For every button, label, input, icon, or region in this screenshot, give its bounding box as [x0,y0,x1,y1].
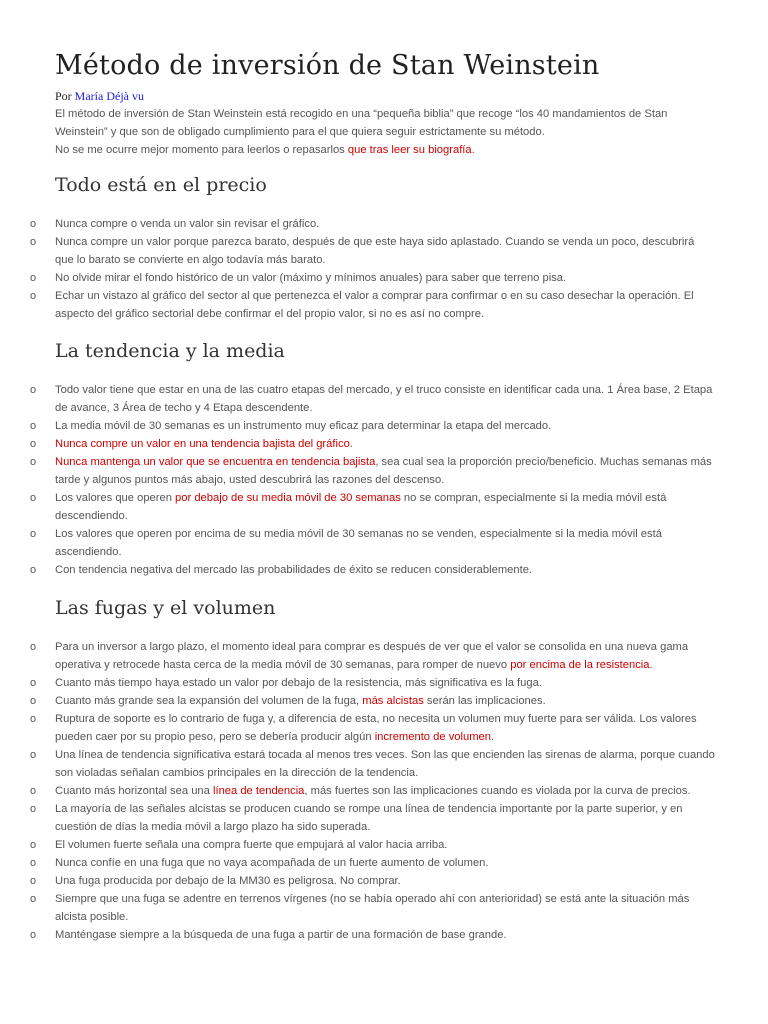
bullet-icon: o [30,749,37,761]
intro-paragraph-2-text: No se me ocurre mejor momento para leerlos o repasarlos [55,144,348,156]
bullet-icon: o [30,785,37,797]
bullet-icon: o [30,290,37,302]
author-link[interactable]: María Déjà vu [74,89,144,103]
list-item-text: El volumen fuerte señala una compra fuerte que empujará al valor hacia arriba. [55,839,448,851]
list-item [0,836,715,854]
list-item [0,287,715,323]
list-item-text: Cuanto más tiempo haya estado un valor por debajo de la resistencia, más significativa es la fuga. [55,677,542,689]
list-item-text: Con tendencia negativa del mercado las probabilidades de éxito se reducen considerablemente. [55,564,533,576]
list-item-text: no se compran, especialmente si la media móvil está descendiendo. [55,492,667,522]
bullet-icon: o [30,438,37,450]
bullet-icon: o [30,803,37,815]
list-item-text: No olvide mirar el fondo histórico de un valor (máximo y mínimos anuales) para saber que terreno pisa. [55,272,567,284]
list-item [0,381,715,417]
list-item-text: Cuanto más grande sea la expansión del volumen de la fuga, [55,695,363,707]
bullet-icon: o [30,857,37,869]
list-item [0,215,715,233]
list-item-text: Una fuga producida por debajo de la MM30 es peligrosa. No comprar. [55,875,401,887]
inline-link[interactable]: por debajo de su media móvil de 30 semanas [175,492,401,504]
list-item [0,525,715,561]
list-item [0,782,715,800]
list-item-text: Una línea de tendencia significativa estará tocada al menos tres veces. Son las que encienden las sirenas de alarma, porque cuando son violadas señalan cambios principales en la dirección de la tendencia. [55,749,715,779]
list-item-text: . [490,731,495,743]
bullet-icon: o [30,839,37,851]
list-item-text: La media móvil de 30 semanas es un instrumento muy eficaz para determinar la etapa del mercado. [55,420,552,432]
list-item [0,800,715,836]
list-item-text: , más fuertes son las implicaciones cuando es violada por la curva de precios. [304,785,691,797]
list-item-text: Ruptura de soporte es lo contrario de fuga y, a diferencia de esta, no necesita un volumen muy fuerte para ser válida. Los valores pueden caer por su propio peso, pero se debería producir algún [55,713,697,743]
list-item-text: . [349,438,353,450]
section-list [0,638,768,944]
list-item-text: Para un inversor a largo plazo, el momento ideal para comprar es después de ver que el valor se consolida en una nueva gama operativa y retrocede hasta cerca de la media móvil de 30 semanas, para romper de nuevo [55,641,689,671]
list-item [0,233,715,269]
inline-link[interactable]: Nunca compre un valor en una tendencia bajista del gráfico [55,438,350,450]
list-item [0,674,715,692]
section-heading: Todo está en el precio [55,174,267,196]
bullet-icon: o [30,218,37,230]
list-item [0,710,715,746]
bullet-icon: o [30,564,37,576]
list-item [0,417,715,435]
bullet-icon: o [30,456,37,468]
intro [55,105,715,159]
inline-link[interactable]: incremento de volumen [374,731,491,743]
list-item [0,453,715,489]
bullet-icon: o [30,236,37,248]
inline-link[interactable]: por encima de la resistencia [510,659,650,671]
byline-prefix: Por [55,89,75,103]
bullet-icon: o [30,272,37,284]
list-item [0,435,715,453]
list-item-text: Siempre que una fuga se adentre en terrenos vírgenes (no se había operado ahí con anterioridad) se está ante la situación más alcista posible. [55,893,690,923]
list-item-text: Manténgase siempre a la búsqueda de una fuga a partir de una formación de base grande. [55,929,507,941]
list-item-text: serán las implicaciones. [423,695,546,707]
bullet-icon: o [30,893,37,905]
section-heading: Las fugas y el volumen [55,597,276,619]
list-item-text: Echar un vistazo al gráfico del sector al que pertenezca el valor a comprar para confirmar o en su caso desechar la operación. El aspecto del gráfico sectorial debe confirmar el del propio valor, si no es así no compre. [55,290,694,320]
bullet-icon: o [30,695,37,707]
list-item-text: La mayoría de las señales alcistas se producen cuando se rompe una línea de tendencia importante por la parte superior, y en cuestión de días la media móvil a largo plazo ha sido superada. [55,803,683,833]
biography-link[interactable]: que tras leer su biografía [347,144,472,156]
intro-paragraph-2-end: . [471,144,475,156]
intro-paragraph-1: El método de inversión de Stan Weinstein está recogido en una “pequeña biblia” que recoge “los 40 mandamientos de Stan Weinstein” y que son de obligado cumplimiento para el que quiera seguir estrictamente su método. [55,108,668,138]
bullet-icon: o [30,929,37,941]
list-item [0,746,715,782]
intro-paragraph-2 [55,141,715,159]
bullet-icon: o [30,641,37,653]
section-list [0,215,768,323]
section-list [0,381,768,579]
list-item [0,872,715,890]
bullet-icon: o [30,677,37,689]
bullet-icon: o [30,420,37,432]
inline-link[interactable]: línea de tendencia [212,785,305,797]
list-item-text: Nunca compre un valor porque parezca barato, después de que este haya sido aplastado. Cuando se venda un poco, descubrirá que lo barato se convierte en algo todavía más barato. [55,236,695,266]
list-item-text: , sea cual sea la proporción precio/beneficio. Muchas semanas más tarde y algunos puntos más abajo, usted descubrirá las razones del descenso. [55,456,712,486]
list-item-text: Todo valor tiene que estar en una de las cuatro etapas del mercado, y el truco consiste en identificar cada una. 1 Área base, 2 Etapa de avance, 3 Área de techo y 4 Etapa descendente. [55,384,713,414]
list-item-text: Nunca confíe en una fuga que no vaya acompañada de un fuerte aumento de volumen. [55,857,489,869]
list-item-text: Los valores que operen por encima de su media móvil de 30 semanas no se venden, especialmente si la media móvil está ascendiendo. [55,528,662,558]
byline [55,89,144,104]
list-item-text: Los valores que operen [55,492,176,504]
inline-link[interactable]: más alcistas [362,695,424,707]
list-item [0,926,715,944]
page-title: Método de inversión de Stan Weinstein [55,50,600,81]
list-item [0,692,715,710]
list-item-text: . [649,659,653,671]
list-item [0,854,715,872]
bullet-icon: o [30,875,37,887]
list-item [0,489,715,525]
list-item [0,638,715,674]
section-heading: La tendencia y la media [55,340,285,362]
list-item [0,269,715,287]
list-item-text: Cuanto más horizontal sea una [55,785,213,797]
bullet-icon: o [30,492,37,504]
bullet-icon: o [30,384,37,396]
list-item [0,561,715,579]
inline-link[interactable]: Nunca mantenga un valor que se encuentra en tendencia bajista [55,456,376,468]
bullet-icon: o [30,528,37,540]
list-item [0,890,715,926]
bullet-icon: o [30,713,37,725]
list-item-text: Nunca compre o venda un valor sin revisar el gráfico. [55,218,320,230]
